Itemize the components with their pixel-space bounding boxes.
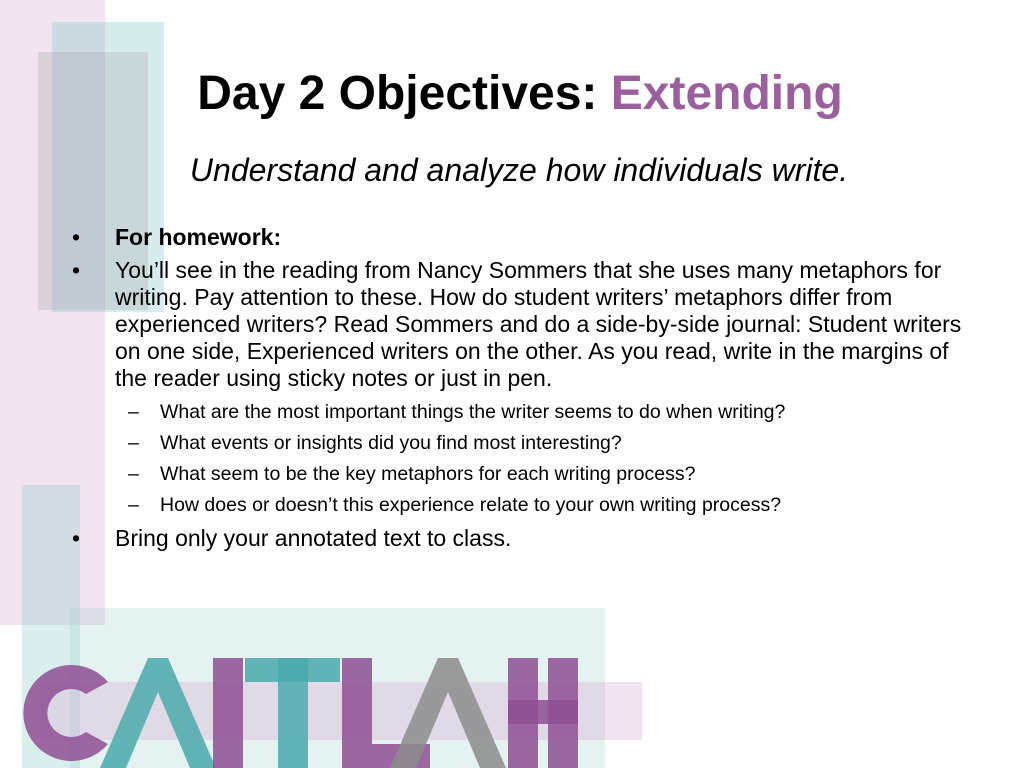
bullet-text: Bring only your annotated text to class. (115, 525, 512, 551)
sub-bullet-text: What are the most important things the writer seems to do when writing? (160, 401, 786, 423)
bullet-text: You’ll see in the reading from Nancy Sommers that she uses many metaphors for writing. Pay attention to these. How do student writers’ metaphors differ from experienced writers? Read Sommers and do a side-by-side journal: Student writers on one side, Experienced writers on the other. As you read, write in the margins of the reader using sticky notes or just in pen. (115, 257, 962, 391)
bullet-marker: • (72, 525, 81, 551)
slide-title (0, 66, 1024, 121)
logo-letter-a1 (100, 658, 216, 768)
sub-bullet-text: What events or insights did you find most interesting? (160, 432, 622, 454)
bullet-marker: • (72, 257, 81, 283)
logo-letter-i (213, 658, 243, 768)
sub-bullet-text: How does or doesn’t this experience relate to your own writing process? (160, 494, 782, 516)
sub-bullet-marker: – (128, 494, 139, 516)
sub-bullet (72, 431, 972, 455)
caitlah-logo (0, 640, 700, 768)
logo-letter-h-bar (508, 700, 578, 724)
slide-subtitle: Understand and analyze how individuals write. (189, 152, 849, 188)
logo-letter-a2 (390, 658, 506, 768)
bullet-reading (72, 257, 972, 392)
sub-bullet (72, 462, 972, 486)
title-main: Day 2 Objectives: (197, 67, 598, 120)
sub-bullet (72, 400, 972, 424)
title-accent: Extending (610, 67, 843, 120)
sub-bullet (72, 493, 972, 517)
bullet-marker: • (72, 224, 81, 250)
sub-bullet-marker: – (128, 432, 139, 454)
slide-body (72, 224, 972, 558)
logo-letter-c (23, 665, 108, 761)
bullet-homework (72, 224, 972, 251)
sub-bullet-marker: – (128, 463, 139, 485)
bullet-text: For homework: (115, 224, 282, 250)
sub-bullet-text: What seem to be the key metaphors for each writing process? (160, 463, 696, 485)
sub-bullet-marker: – (128, 401, 139, 423)
bullet-bring-text (72, 525, 972, 552)
logo-letter-t-stem (278, 658, 308, 768)
